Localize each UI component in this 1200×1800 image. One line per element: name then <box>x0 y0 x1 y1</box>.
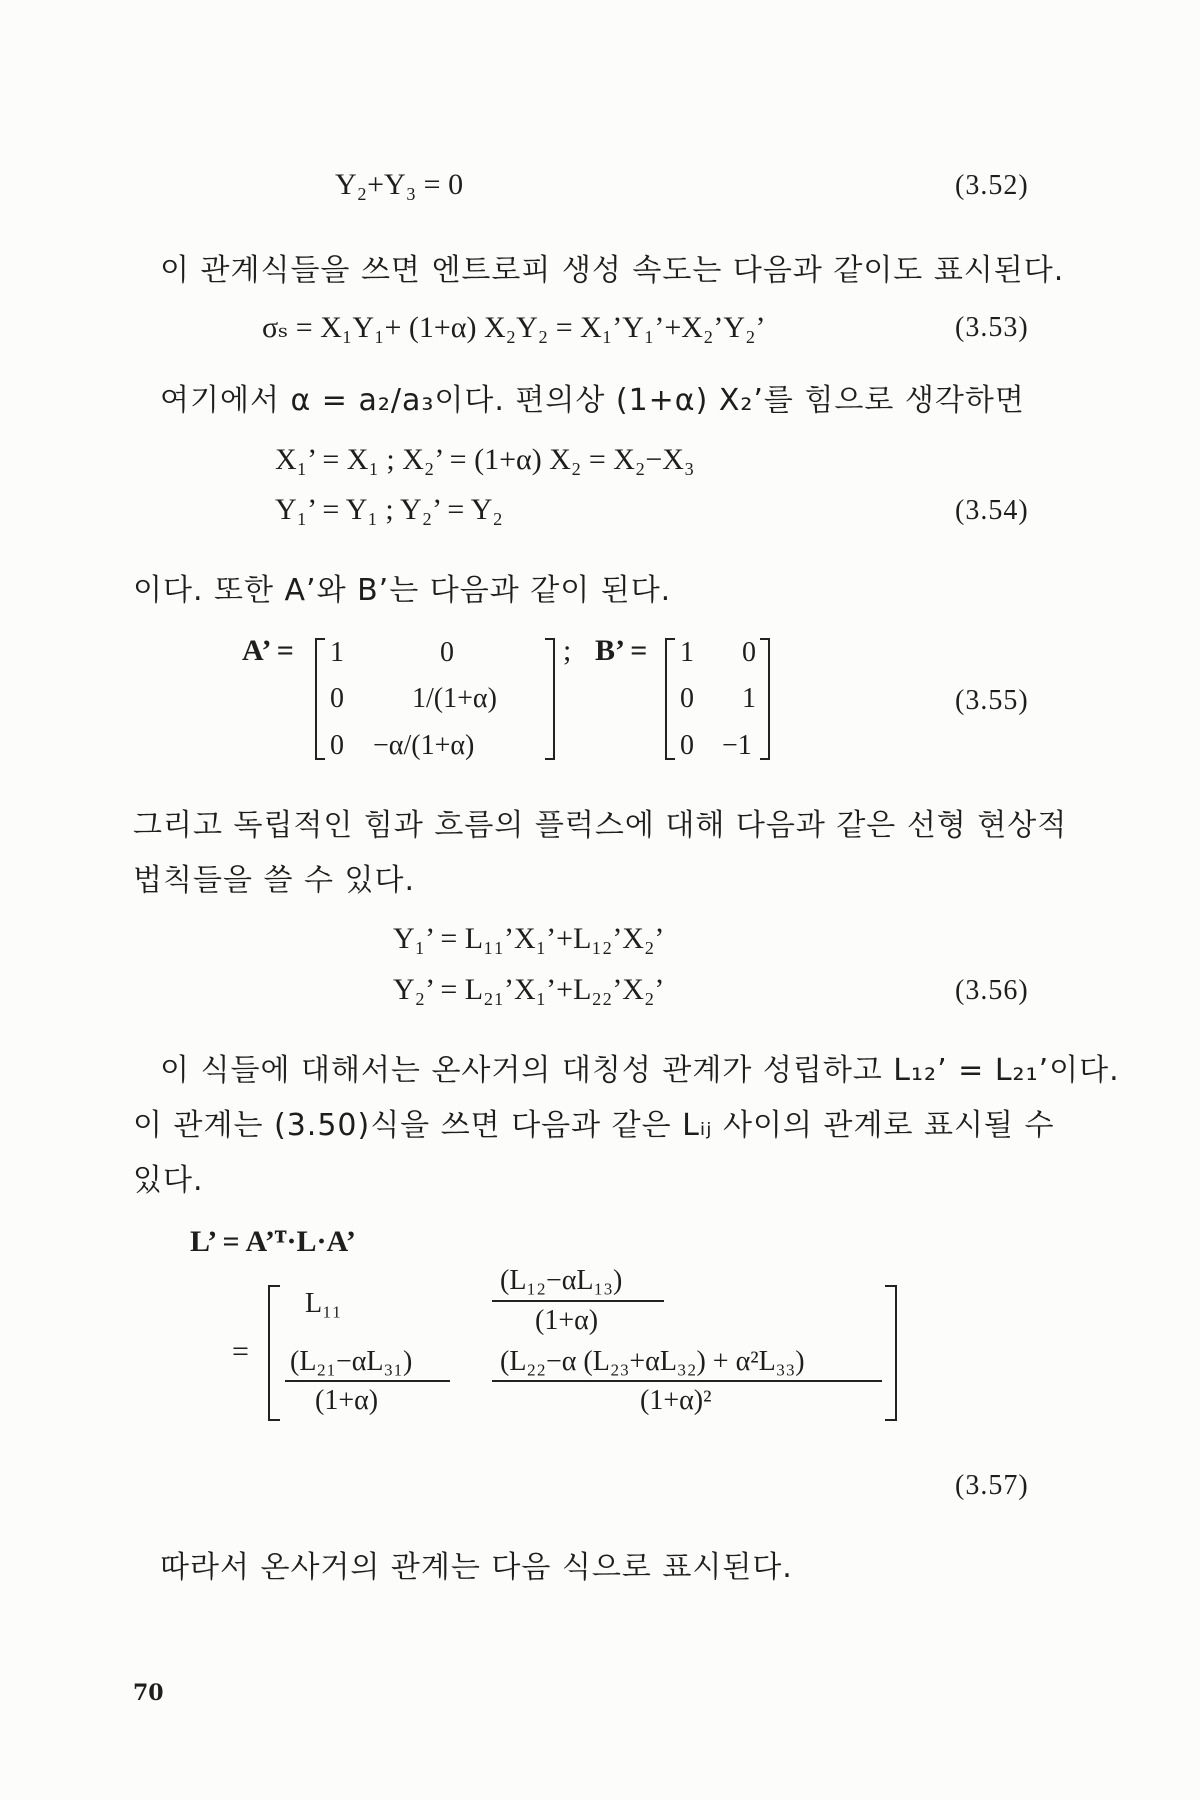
matrix-separator: ; <box>563 634 572 667</box>
paragraph-5-line-2: 이 관계는 (3.50)식을 쓰면 다음과 같은 Lᵢⱼ 사이의 관계로 표시될 수 <box>133 1108 1055 1143</box>
matrix-l-21-denominator: (1+α) <box>315 1385 379 1416</box>
equation-number-3-52: (3.52) <box>955 170 1029 201</box>
equation-number-3-56: (3.56) <box>955 975 1029 1006</box>
equation-3-53: σₛ = X₁Y₁+ (1+α) X₂Y₂ = X₁’Y₁’+X₂’Y₂’ <box>262 311 766 344</box>
equation-number-3-57: (3.57) <box>955 1470 1029 1501</box>
equation-3-54-line-1: X₁’ = X₁ ; X₂’ = (1+α) X₂ = X₂−X₃ <box>275 443 695 476</box>
fraction-bar <box>492 1380 882 1382</box>
paragraph-2: 여기에서 α = a₂/a₃이다. 편의상 (1+α) X₂’를 힘으로 생각하면 <box>160 383 1025 418</box>
matrix-b-cell: 1 <box>680 637 694 668</box>
matrix-b-cell: −1 <box>722 730 752 761</box>
equation-number-3-55: (3.55) <box>955 685 1029 716</box>
paragraph-3: 이다. 또한 A’와 B’는 다음과 같이 된다. <box>133 573 672 608</box>
matrix-a-cell: 0 <box>330 730 344 761</box>
matrix-l-11: L₁₁ <box>305 1288 342 1319</box>
matrix-a-cell: 0 <box>440 637 454 668</box>
matrix-b-cell: 0 <box>742 637 756 668</box>
page-number: 70 <box>133 1680 164 1706</box>
paragraph-5-line-3: 있다. <box>133 1163 204 1198</box>
equation-3-56-line-2: Y₂’ = L₂₁’X₁’+L₂₂’X₂’ <box>393 973 665 1006</box>
paragraph-4-line-2: 법칙들을 쓸 수 있다. <box>133 863 415 898</box>
paragraph-6: 따라서 온사거의 관계는 다음 식으로 표시된다. <box>160 1550 793 1585</box>
matrix-a-cell: 0 <box>330 683 344 714</box>
matrix-a-cell: −α/(1+α) <box>373 730 475 761</box>
equation-number-3-53: (3.53) <box>955 312 1029 343</box>
matrix-b-cell: 0 <box>680 730 694 761</box>
equation-3-57-head: L’ = A’ᵀ·L·A’ <box>190 1225 356 1258</box>
matrix-b-prime-label: B’ = <box>595 634 648 667</box>
matrix-b-cell: 0 <box>680 683 694 714</box>
fraction-bar <box>492 1300 664 1302</box>
equation-3-54-line-2: Y₁’ = Y₁ ; Y₂’ = Y₂ <box>275 493 503 526</box>
paragraph-1: 이 관계식들을 쓰면 엔트로피 생성 속도는 다음과 같이도 표시된다. <box>160 253 1065 288</box>
matrix-a-right-bracket <box>545 638 555 760</box>
paragraph-4-line-1: 그리고 독립적인 힘과 흐름의 플럭스에 대해 다음과 같은 선형 현상적 <box>133 808 1068 843</box>
matrix-a-cell: 1 <box>330 637 344 668</box>
matrix-l-22-denominator: (1+α)² <box>640 1385 712 1416</box>
matrix-b-cell: 1 <box>742 683 756 714</box>
equals-sign: = <box>232 1335 249 1368</box>
matrix-l-right-bracket <box>885 1285 897 1421</box>
equation-3-52: Y₂+Y₃ = 0 <box>335 168 464 201</box>
fraction-bar <box>285 1380 450 1382</box>
equation-3-56-line-1: Y₁’ = L₁₁’X₁’+L₁₂’X₂’ <box>393 922 665 955</box>
matrix-b-right-bracket <box>760 638 770 760</box>
matrix-b-left-bracket <box>665 638 675 760</box>
matrix-a-cell: 1/(1+α) <box>412 683 497 714</box>
matrix-l-12-denominator: (1+α) <box>535 1305 599 1336</box>
matrix-l-22-numerator: (L₂₂−α (L₂₃+αL₃₂) + α²L₃₃) <box>500 1346 805 1377</box>
paragraph-5-line-1: 이 식들에 대해서는 온사거의 대칭성 관계가 성립하고 L₁₂’ = L₂₁’이다. <box>160 1053 1120 1088</box>
equation-number-3-54: (3.54) <box>955 495 1029 526</box>
matrix-l-12-numerator: (L₁₂−αL₁₃) <box>500 1265 623 1296</box>
matrix-l-21-numerator: (L₂₁−αL₃₁) <box>290 1346 413 1377</box>
matrix-l-left-bracket <box>268 1285 280 1421</box>
matrix-a-prime-label: A’ = <box>242 634 294 667</box>
matrix-a-left-bracket <box>315 638 325 760</box>
